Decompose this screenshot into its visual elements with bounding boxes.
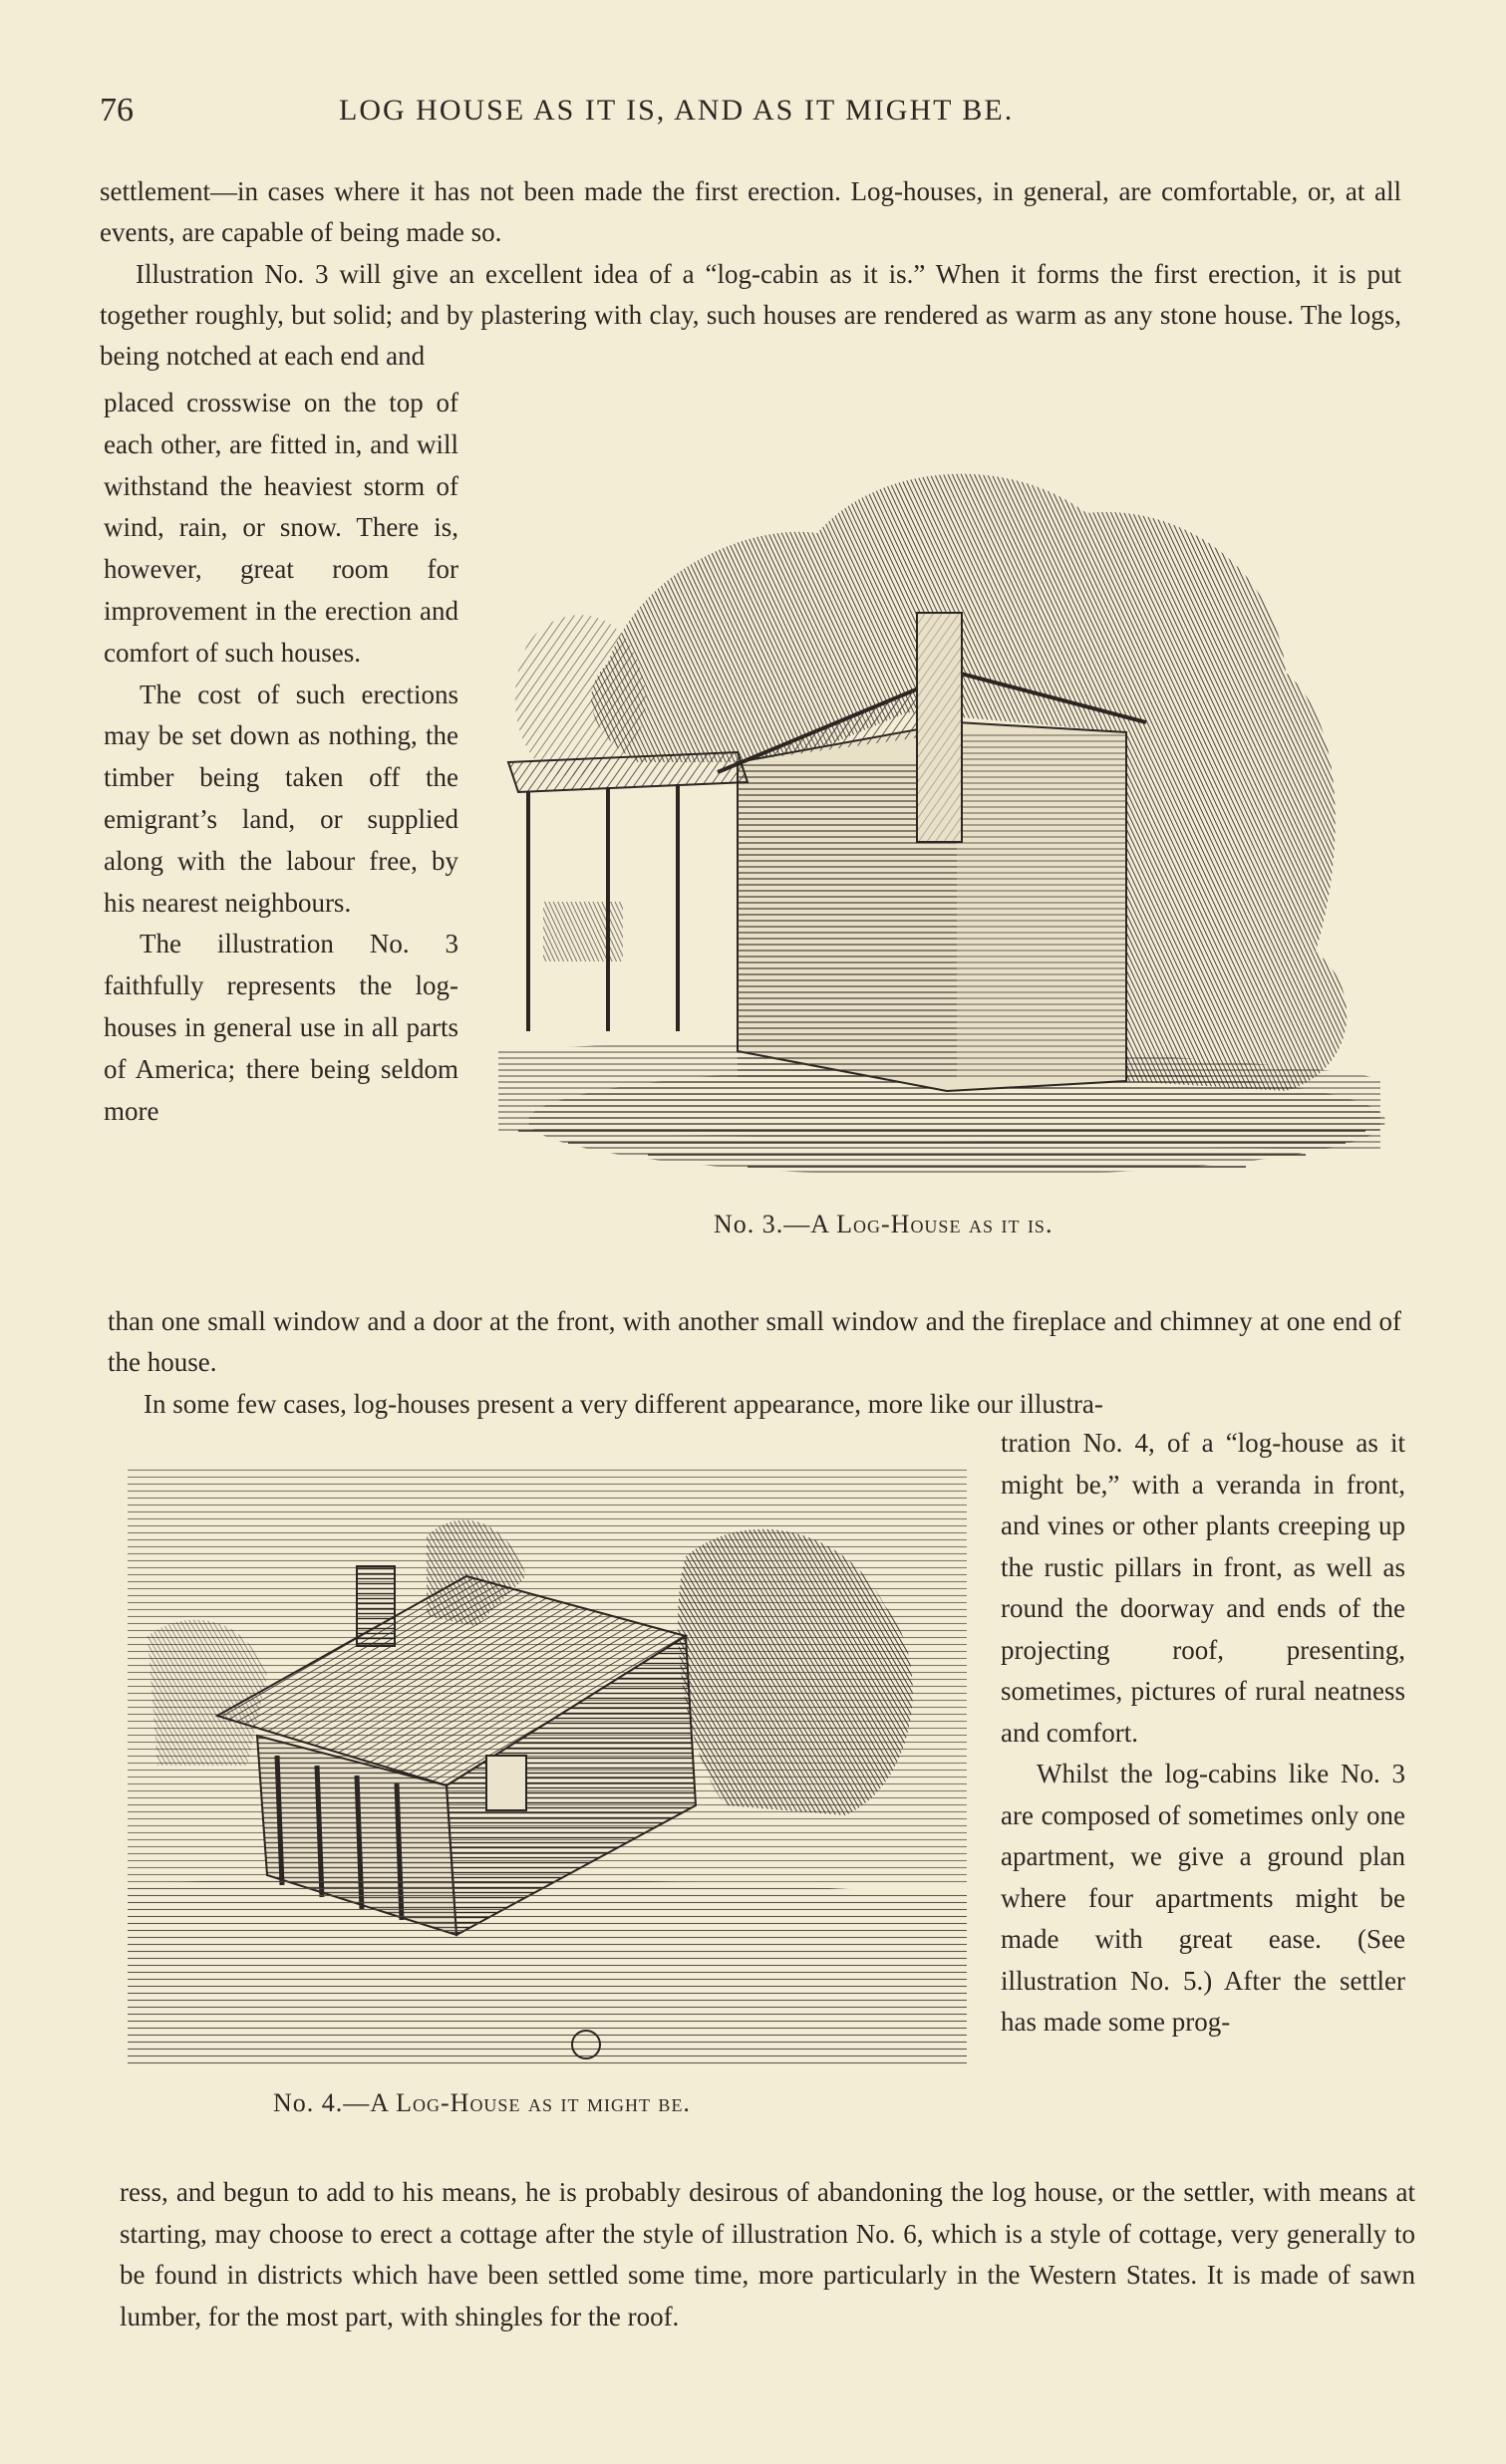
paragraph: Illustration No. 3 will give an excellent idea of a “log-cabin as it is.” When it forms the first erection, it is put together roughly, but solid; and by plastering with clay, such houses are rendered as warm as any stone house. The logs, being notched at each end and — [100, 258, 1401, 372]
caption-title: A Log-House as it is. — [810, 1210, 1054, 1238]
chimney — [917, 613, 962, 842]
lean-to-shed — [508, 752, 748, 1031]
page-number: 76 — [100, 92, 134, 129]
paragraph: tration No. 4, of a “log-house as it might be,” with a veranda in front, and vines or other plants creeping up the rustic pillars in front, as well as round the doorway and ends of the projecting roof, presenting, sometimes, pictures of rural neatness and comfort. — [1001, 1428, 1405, 1748]
ground — [128, 1877, 967, 2064]
text-block-middle — [108, 1301, 1401, 1425]
engraving-log-cabin — [488, 433, 1385, 1191]
illustration-log-house-as-it-is — [488, 433, 1385, 1191]
paragraph: placed crosswise on the top of each other, are fitted in, and will withstand the heaviest storm of wind, rain, or snow. There is, however, great room for improvement in the erection and comfort of such houses. — [104, 388, 458, 668]
caption-number: No. 3.— — [714, 1210, 811, 1238]
text-block-left-column — [104, 383, 458, 1132]
illustration-log-house-as-it-might-be — [128, 1467, 967, 2064]
paragraph: The illustration No. 3 faithfully represents the log-houses in general use in all parts of America; there being seldom more — [104, 929, 458, 1126]
text-block-bottom — [120, 2172, 1415, 2338]
paragraph: Whilst the log-cabins like No. 3 are composed of sometimes only one apartment, we give a ground plan where four apartments might be made with great ease. (See illustration No. 5.) After the settler has made some prog- — [1001, 1759, 1405, 2037]
caption-title: A Log-House as it might be. — [370, 2088, 691, 2117]
caption-fig-4 — [273, 2088, 691, 2118]
running-title: LOG HOUSE AS IT IS, AND AS IT MIGHT BE. — [339, 94, 1015, 127]
text-block-top — [100, 171, 1401, 377]
page-header — [100, 92, 1405, 141]
text-block-right-column — [1001, 1423, 1405, 2044]
caption-fig-3 — [714, 1210, 1053, 1239]
caption-number: No. 4.— — [273, 2088, 371, 2117]
paragraph: ress, and begun to add to his means, he is probably desirous of abandoning the log house, or the settler, with means at starting, may choose to erect a cottage after the style of illustration No. 6, which is a style of cottage, very generally to be found in districts which have been settled some time, more particularly in the Western States. It is made of sawn lumber, for the most part, with shingles for the roof. — [120, 2177, 1415, 2332]
paragraph: than one small window and a door at the front, with another small window and the fireplace and chimney at one end of the house. — [108, 1306, 1401, 1378]
paragraph: settlement—in cases where it has not been made the first erection. Log-houses, in general, are comfortable, or, at all events, are capable of being made so. — [100, 176, 1401, 248]
paragraph: In some few cases, log-houses present a very different appearance, more like our illustra- — [144, 1388, 1103, 1419]
engraving-log-house-veranda — [128, 1467, 967, 2064]
paragraph: The cost of such erections may be set down as nothing, the timber being taken off the emigrant’s land, or supplied along with the labour free, by his nearest neighbours. — [104, 679, 458, 918]
